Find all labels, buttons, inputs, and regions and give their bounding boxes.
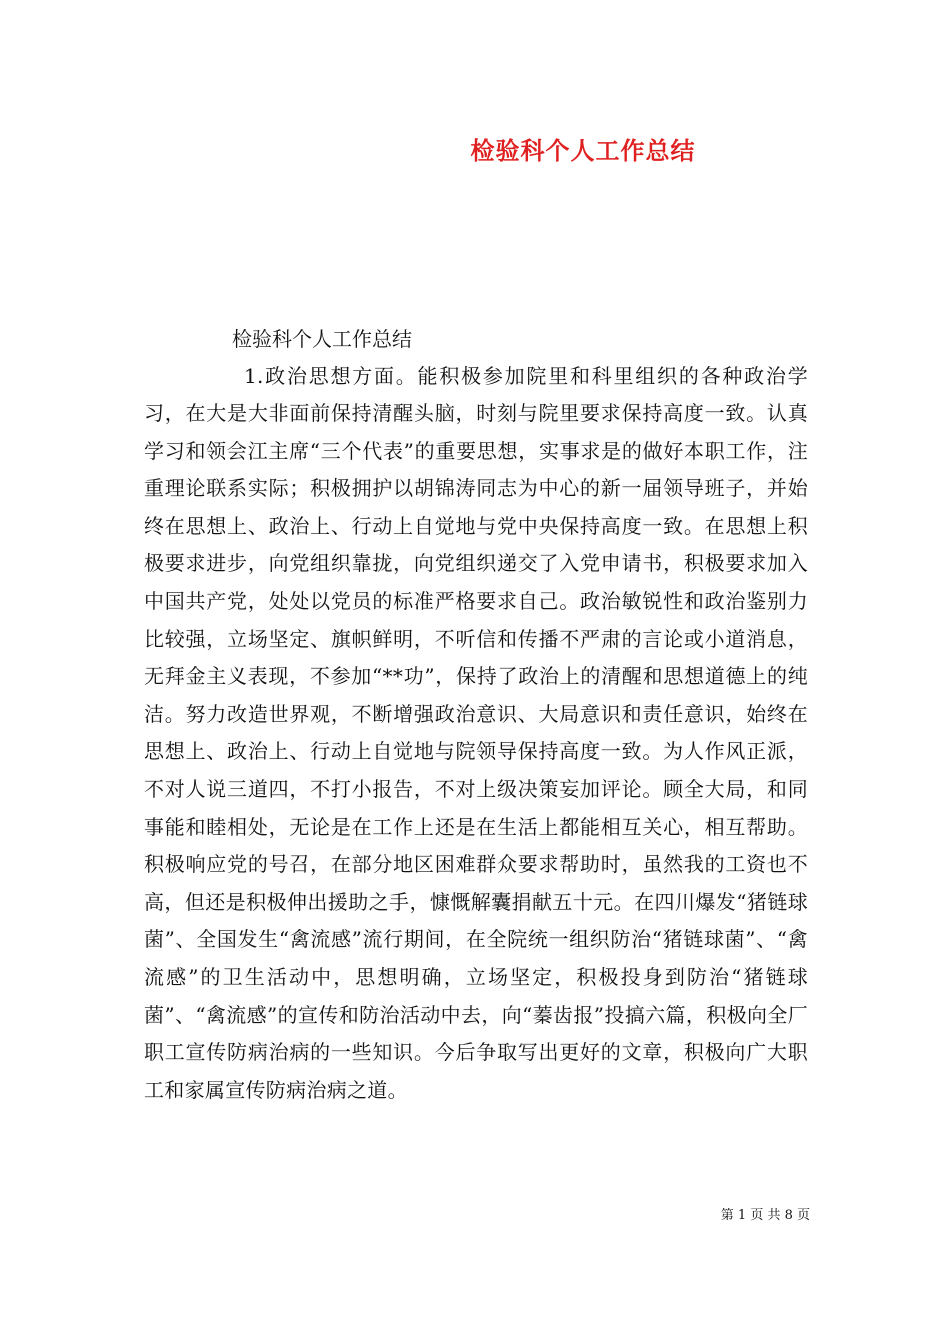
body-paragraph: 1.政治思想方面。能积极参加院里和科里组织的各种政治学习，在大是大非面前保持清醒头脑，时刻与院里要求保持高度一致。认真学习和领会江主席“三个代表”的重要思想，实事求是的做好本职工作，注重理论联系实际；积极拥护以胡锦涛同志为中心的新一届领导班子，并始终在思想上、政治上、行动上自觉地与党中央保持高度一致。在思想上积极要求进步，向党组织靠拢，向党组织递交了入党申请书，积极要求加入中国共产党，处处以党员的标准严格要求自己。政治敏锐性和政治鉴别力比较强，立场坚定、旗帜鲜明，不听信和传播不严肃的言论或小道消息，无拜金主义表现，不参加“**功”，保持了政治上的清醒和思想道德上的纯洁。努力改造世界观，不断增强政治意识、大局意识和责任意识，始终在思想上、政治上、行动上自觉地与院领导保持高度一致。为人作风正派，不对人说三道四，不打小报告，不对上级决策妄加评论。顾全大局，和同事能和睦相处，无论是在工作上还是在生活上都能相互关心，相互帮助。积极响应党的号召，在部分地区困难群众要求帮助时，虽然我的工资也不高，但还是积极伸出援助之手，慷慨解囊捐献五十元。在四川爆发“猪链球菌”、全国发生“禽流感”流行期间，在全院统一组织防治“猪链球菌”、“禽流感”的卫生活动中，思想明确，立场坚定，积极投身到防治“猪链球菌”、“禽流感”的宣传和防治活动中去，向“蓁齿报”投搞六篇，积极向全厂职工宣传防病治病的一些知识。今后争取写出更好的文章，积极向广大职工和家属宣传防病治病之道。 [144, 363, 808, 1102]
title-region [0, 0, 950, 200]
document-subtitle: 检验科个人工作总结 [232, 327, 412, 351]
document-title: 检验科个人工作总结 [470, 136, 696, 165]
page-number: 第 1 页 共 8 页 [720, 1208, 810, 1223]
